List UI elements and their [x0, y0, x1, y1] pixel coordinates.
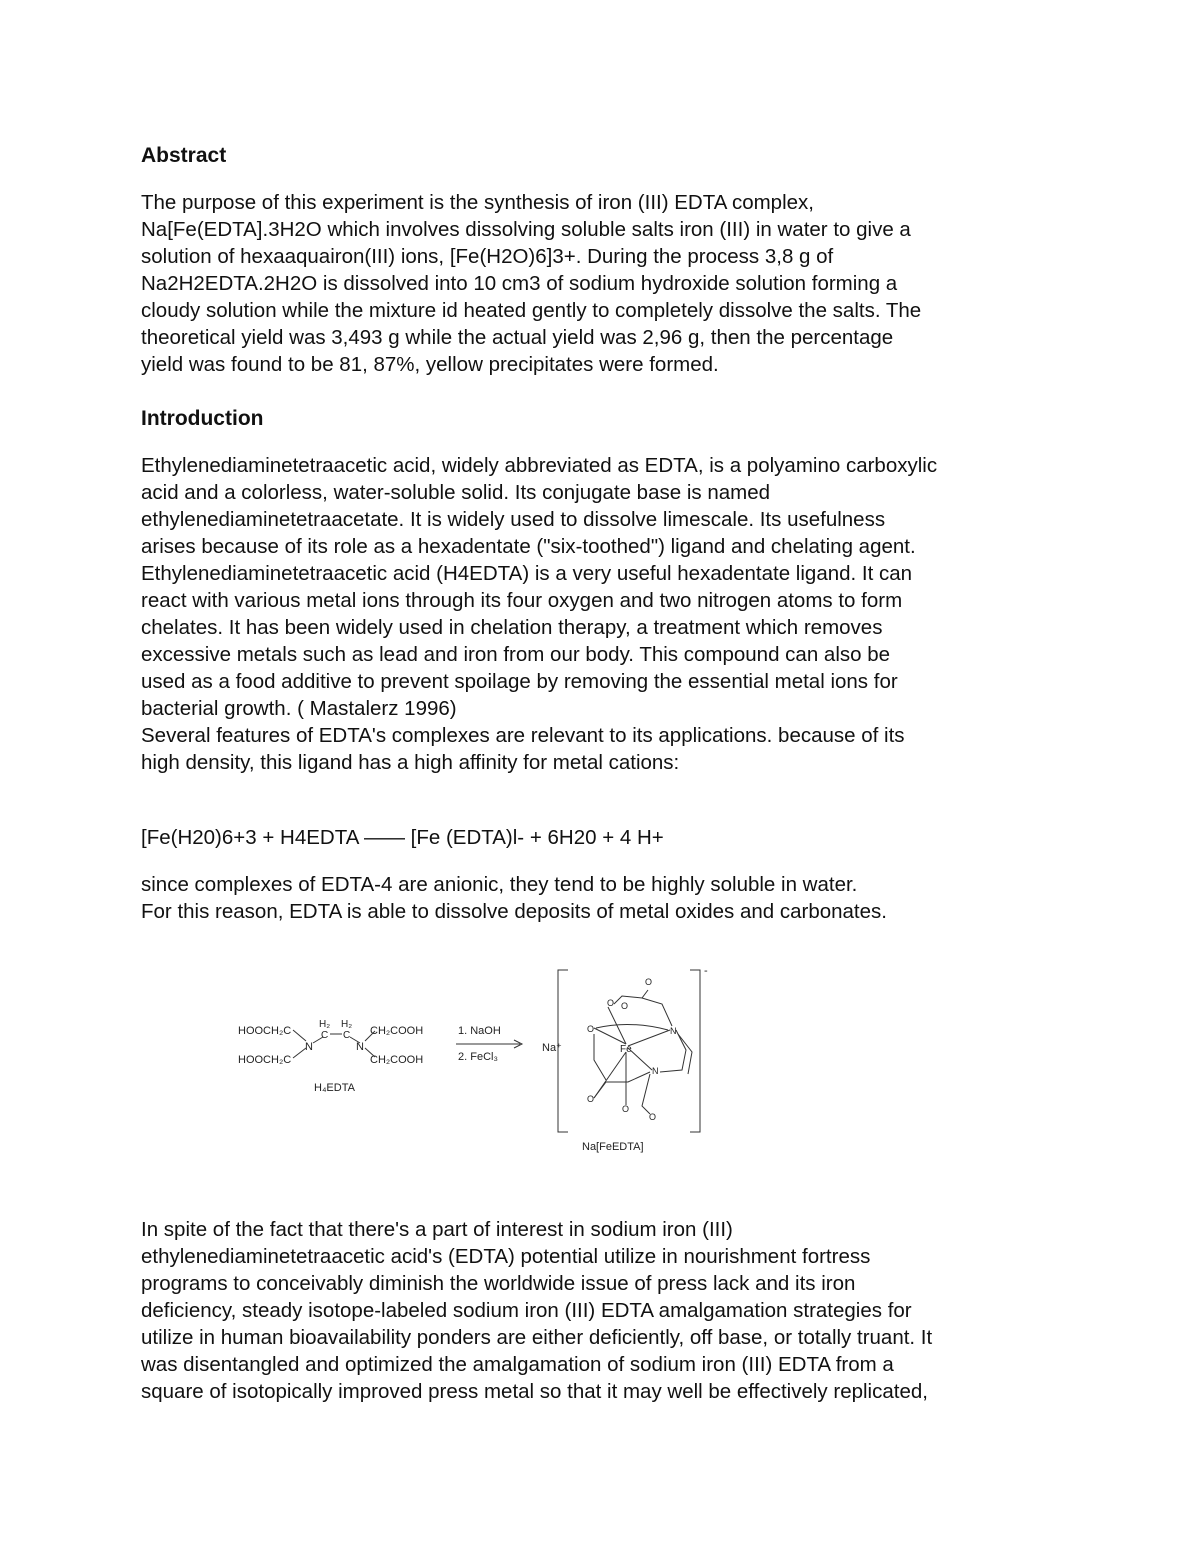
reactant-group-top-right: CH₂COOH	[370, 1025, 424, 1037]
introduction-line: excessive metals such as lead and iron from our body. This compound can also be	[141, 643, 891, 666]
post-equation-paragraph	[141, 871, 1071, 925]
introduction-line: high density, this ligand has a high affinity for metal cations:	[141, 751, 680, 774]
abstract-line: The purpose of this experiment is the synthesis of iron (III) EDTA complex,	[141, 191, 814, 214]
abstract-line: Na[Fe(EDTA].3H2O which involves dissolving soluble salts iron (III) in water to give a	[141, 218, 911, 241]
reaction-step-1: 1. NaOH	[458, 1025, 501, 1037]
reactant-group-top-left: HOOCH₂C	[238, 1025, 292, 1037]
abstract-line: Na2H2EDTA.2H2O is dissolved into 10 cm3 of sodium hydroxide solution forming a	[141, 272, 898, 295]
post-equation-line: For this reason, EDTA is able to dissolve deposits of metal oxides and carbonates.	[141, 900, 887, 923]
closing-line: programs to conceivably diminish the worldwide issue of press lack and its iron	[141, 1272, 856, 1295]
introduction-paragraph	[141, 452, 1071, 776]
product-name: Na[FeEDTA]	[582, 1141, 644, 1153]
sodium-counter-ion: Na⁺	[542, 1042, 562, 1054]
iron-center: Fe	[620, 1044, 632, 1055]
reactant-carbon: C	[321, 1030, 329, 1041]
reactant-nitrogen-right: N	[356, 1041, 364, 1053]
reactant-nitrogen-left: N	[305, 1041, 313, 1053]
reaction-step-2: 2. FeCl₃	[458, 1051, 498, 1063]
introduction-line: Ethylenediaminetetraacetic acid (H4EDTA) is a very useful hexadentate ligand. It can	[141, 562, 913, 585]
closing-line: ethylenediaminetetraacetic acid's (EDTA) potential utilize in nourishment fortress	[141, 1245, 871, 1268]
abstract-line: cloudy solution while the mixture id heated gently to completely dissolve the salts. The	[141, 299, 922, 322]
introduction-line: bacterial growth. ( Mastalerz 1996)	[141, 697, 457, 720]
introduction-line: Ethylenediaminetetraacetic acid, widely abbreviated as EDTA, is a polyamino carboxylic	[141, 454, 938, 477]
reactant-name: H₄EDTA	[314, 1082, 355, 1094]
svg-text:O: O	[622, 1104, 630, 1114]
introduction-line: ethylenediaminetetraacetate. It is widely used to dissolve limescale. Its usefulness	[141, 508, 886, 531]
abstract-line: theoretical yield was 3,493 g while the actual yield was 2,96 g, then the percentage	[141, 326, 894, 349]
reactant-h2-label: H₂	[341, 1019, 353, 1030]
svg-text:O: O	[587, 1024, 595, 1034]
introduction-heading: Introduction	[141, 407, 264, 430]
closing-line: deficiency, steady isotope-labeled sodium iron (III) EDTA amalgamation strategies for	[141, 1299, 912, 1322]
closing-line: square of isotopically improved press metal so that it may well be effectively replicated,	[141, 1380, 928, 1403]
reactant-carbon: C	[343, 1030, 351, 1041]
abstract-paragraph	[141, 189, 1071, 378]
svg-text:O: O	[645, 977, 653, 987]
introduction-line: chelates. It has been widely used in chelation therapy, a treatment which removes	[141, 616, 883, 639]
svg-text:N: N	[652, 1066, 659, 1076]
closing-line: was disentangled and optimized the amalgamation of sodium iron (III) EDTA from a	[141, 1353, 894, 1376]
introduction-line: arises because of its role as a hexadentate ("six-toothed") ligand and chelating agent.	[141, 535, 916, 558]
complex-charge: -	[704, 965, 708, 977]
closing-paragraph	[141, 1216, 1071, 1405]
reactant-h2-label: H₂	[319, 1019, 331, 1030]
post-equation-line: since complexes of EDTA-4 are anionic, they tend to be highly soluble in water.	[141, 873, 858, 896]
introduction-line: used as a food additive to prevent spoilage by removing the essential metal ions for	[141, 670, 898, 693]
introduction-line: react with various metal ions through its four oxygen and two nitrogen atoms to form	[141, 589, 903, 612]
introduction-line: acid and a colorless, water-soluble solid. Its conjugate base is named	[141, 481, 771, 504]
svg-text:O: O	[587, 1094, 595, 1104]
reaction-equation: [Fe(H20)6+3 + H4EDTA —— [Fe (EDTA)l- + 6H20 + 4 H+	[141, 826, 664, 849]
reactant-group-bottom-left: HOOCH₂C	[238, 1054, 292, 1066]
svg-text:O: O	[649, 1112, 657, 1122]
svg-text:O: O	[607, 998, 615, 1008]
closing-line: In spite of the fact that there's a part of interest in sodium iron (III)	[141, 1218, 733, 1241]
introduction-line: Several features of EDTA's complexes are relevant to its applications. because of its	[141, 724, 905, 747]
abstract-heading: Abstract	[141, 144, 227, 167]
edta-synthesis-figure	[230, 960, 730, 1160]
svg-text:O: O	[621, 1001, 629, 1011]
reaction-scheme-diagram	[230, 960, 730, 1160]
reactant-group-bottom-right: CH₂COOH	[370, 1054, 424, 1066]
abstract-line: yield was found to be 81, 87%, yellow precipitates were formed.	[141, 353, 719, 376]
abstract-line: solution of hexaaquairon(III) ions, [Fe(H2O)6]3+. During the process 3,8 g of	[141, 245, 834, 268]
closing-line: utilize in human bioavailability ponders are either deficiently, off base, or totally truant. It	[141, 1326, 933, 1349]
svg-text:N: N	[670, 1026, 677, 1036]
